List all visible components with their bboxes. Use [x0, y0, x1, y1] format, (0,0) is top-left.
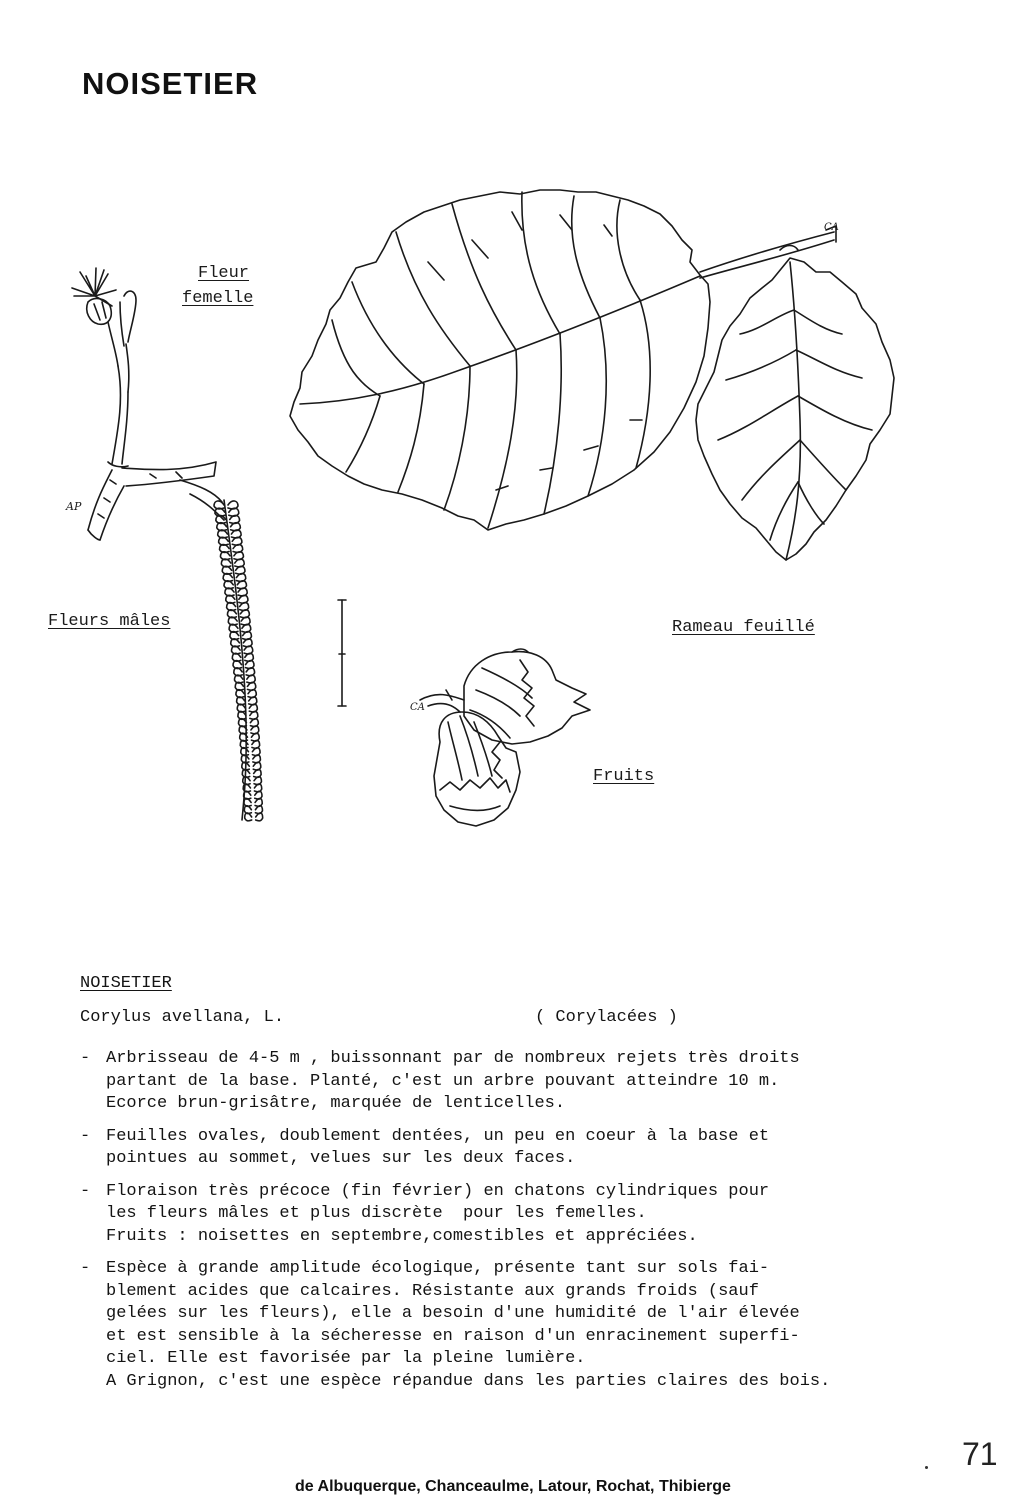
bullet-line: Arbrisseau de 4-5 m , buissonnant par de nombreux rejets très droits	[106, 1049, 800, 1068]
description-bullet	[80, 1048, 960, 1116]
hazelnut-fruits-illustration	[420, 649, 590, 826]
scale-bar	[338, 600, 346, 706]
page-title: NOISETIER	[82, 66, 259, 101]
bullet-line: A Grignon, c'est une espèce répandue dans les parties claires des bois.	[106, 1371, 831, 1391]
page-number: 71	[962, 1436, 998, 1472]
bullet-line: et est sensible à la sécheresse en raison d'un enracinement superfi-	[106, 1326, 800, 1346]
label-female-flower-line2: femelle	[182, 289, 254, 308]
male-catkin-illustration	[214, 500, 263, 821]
bullet-dash: -	[80, 1049, 91, 1068]
catkin-scale	[245, 813, 252, 821]
artist-signature-branch: CA	[824, 222, 839, 233]
bullet-dash: -	[80, 1181, 91, 1201]
bullet-dash: -	[80, 1126, 91, 1146]
bullet-line: ciel. Elle est favorisée par la pleine lumière.	[106, 1349, 586, 1368]
bullet-line: Ecorce brun-grisâtre, marquée de lenticelles.	[106, 1094, 566, 1113]
label-male-flowers: Fleurs mâles	[48, 612, 171, 631]
species-description	[80, 972, 960, 1403]
bullet-line: les fleurs mâles et plus discrète pour les femelles.	[106, 1204, 647, 1223]
page-dot	[925, 1466, 928, 1469]
species-name: Corylus avellana, L.	[80, 1008, 285, 1027]
bullet-dash: -	[80, 1259, 91, 1278]
bullet-line: blement acides que calcaires. Résistante aux grands froids (sauf	[106, 1281, 759, 1301]
label-fruits: Fruits	[593, 767, 655, 786]
bullet-line: Floraison très précoce (fin février) en chatons cylindriques pour	[106, 1181, 770, 1201]
leafy-branch-illustration	[290, 190, 894, 560]
bullet-line: Espèce à grande amplitude écologique, présente tant sur sols fai-	[106, 1259, 770, 1278]
artist-signature-twig: AP	[66, 500, 82, 513]
species-line	[80, 1006, 960, 1030]
bullet-line: pointues au sommet, velues sur les deux faces.	[106, 1149, 576, 1168]
species-family: ( Corylacées )	[535, 1008, 678, 1027]
bullet-line: partant de la base. Planté, c'est un arbre pouvant atteindre 10 m.	[106, 1071, 780, 1091]
catkin-scale	[256, 813, 263, 821]
description-bullet	[80, 1181, 960, 1249]
description-heading: NOISETIER	[80, 974, 172, 993]
artist-signature-fruit: CA	[410, 702, 425, 713]
label-female-flower-line1: Fleur	[198, 264, 250, 283]
description-bullet	[80, 1258, 960, 1393]
label-leafy-branch: Rameau feuillé	[672, 618, 815, 637]
description-bullet	[80, 1126, 960, 1171]
bullet-line: Feuilles ovales, doublement dentées, un peu en coeur à la base et	[106, 1126, 770, 1146]
bullet-line: gelées sur les fleurs), elle a besoin d'une humidité de l'air élevée	[106, 1304, 800, 1323]
credits-footer: de Albuquerque, Chanceaulme, Latour, Rochat, Thibierge	[295, 1478, 731, 1495]
bullet-line: Fruits : noisettes en septembre,comestibles et appréciées.	[106, 1226, 698, 1246]
